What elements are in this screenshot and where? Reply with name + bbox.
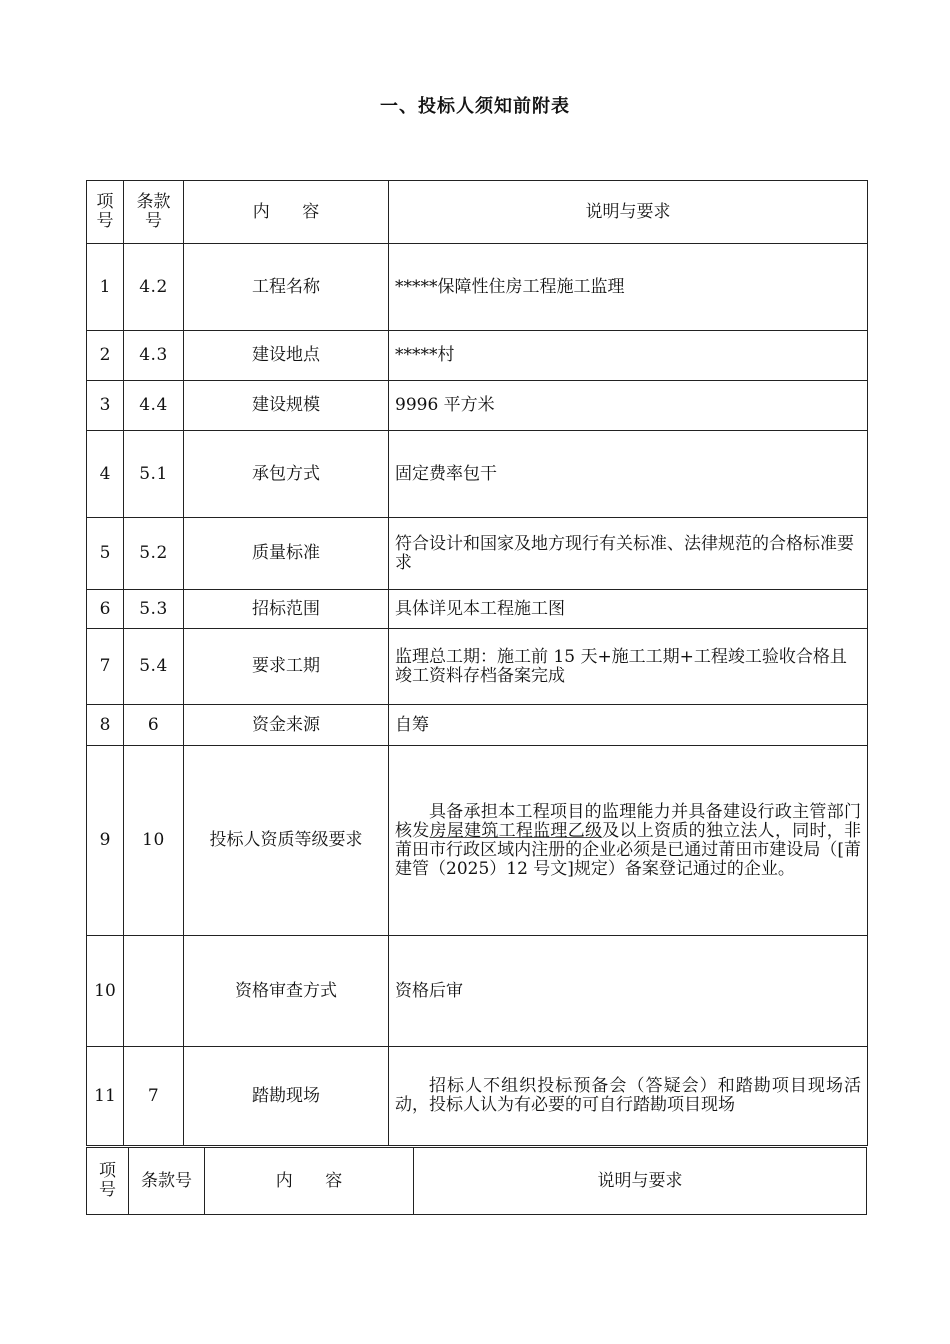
row-item: 资格审查方式: [184, 936, 389, 1047]
row-description: 符合设计和国家及地方现行有关标准、法律规范的合格标准要求: [389, 518, 868, 590]
qualification-text-part2: 及以上资质的独立法人，同时，非莆田市行政区域内注册的企业必须是已通过莆田市建设局（[莆建管（2025）12 号文]规定）备案登记通过的企业。: [395, 820, 862, 879]
row-number: 7: [87, 629, 124, 705]
row-number: 6: [87, 590, 124, 629]
row-number: 5: [87, 518, 124, 590]
row-clause: 6: [124, 705, 184, 746]
row-clause: 4.4: [124, 381, 184, 431]
table-header-row: [87, 181, 868, 244]
row-item: 工程名称: [184, 244, 389, 331]
header-clause-no: 条款 号: [124, 181, 184, 244]
row-clause: 5.4: [124, 629, 184, 705]
table-row: [87, 518, 868, 590]
header-description: 说明与要求: [389, 181, 868, 244]
row-description: 具体详见本工程施工图: [389, 590, 868, 629]
row-clause: 10: [124, 746, 184, 936]
header-item-no: 项 号: [87, 181, 124, 244]
row-item: 建设地点: [184, 331, 389, 381]
row-number: 11: [87, 1047, 124, 1146]
table-header-row: [87, 1148, 867, 1215]
row-clause: [124, 936, 184, 1047]
row-clause: 5.1: [124, 431, 184, 518]
table-row: [87, 746, 868, 936]
table-row: [87, 629, 868, 705]
page-title: 一、投标人须知前附表: [380, 96, 570, 117]
row-item: 建设规模: [184, 381, 389, 431]
row-number: 3: [87, 381, 124, 431]
header-content: 内 容: [184, 181, 389, 244]
table-row: [87, 431, 868, 518]
header-description: 说明与要求: [414, 1148, 867, 1215]
row-item: 要求工期: [184, 629, 389, 705]
table-row: [87, 936, 868, 1047]
header-content: 内 容: [205, 1148, 414, 1215]
table-row: [87, 331, 868, 381]
row-clause: 7: [124, 1047, 184, 1146]
table-row: [87, 381, 868, 431]
row-description: 固定费率包干: [389, 431, 868, 518]
row-item: 投标人资质等级要求: [184, 746, 389, 936]
row-clause: 5.3: [124, 590, 184, 629]
row-item: 招标范围: [184, 590, 389, 629]
row-item: 踏勘现场: [184, 1047, 389, 1146]
row-description: [389, 746, 868, 936]
row-number: 8: [87, 705, 124, 746]
header-clause-no: 条款号: [129, 1148, 205, 1215]
bid-info-table: [86, 180, 868, 1146]
table-row: [87, 1047, 868, 1146]
row-item: 质量标准: [184, 518, 389, 590]
row-description: 资格后审: [389, 936, 868, 1047]
row-description: 监理总工期：施工前 15 天+施工工期+工程竣工验收合格且竣工资料存档备案完成: [389, 629, 868, 705]
row-clause: 4.2: [124, 244, 184, 331]
row-number: 4: [87, 431, 124, 518]
row-number: 9: [87, 746, 124, 936]
row-number: 10: [87, 936, 124, 1047]
qualification-level-underlined: 房屋建筑工程监理乙级: [429, 820, 603, 841]
table-row: [87, 244, 868, 331]
row-number: 1: [87, 244, 124, 331]
row-clause: 5.2: [124, 518, 184, 590]
table-row: [87, 590, 868, 629]
row-item: 资金来源: [184, 705, 389, 746]
continued-table-header: [86, 1147, 867, 1215]
row-item: 承包方式: [184, 431, 389, 518]
row-description: 自筹: [389, 705, 868, 746]
row-clause: 4.3: [124, 331, 184, 381]
header-item-no: 项 号: [87, 1148, 129, 1215]
row-number: 2: [87, 331, 124, 381]
row-description: *****村: [389, 331, 868, 381]
qualification-text-part1: 具备承担本工程项目的监理能力并具备建设行政主管部门核发: [395, 801, 861, 841]
row-description: 招标人不组织投标预备会（答疑会）和踏勘项目现场活动，投标人认为有必要的可自行踏勘项目现场: [389, 1047, 868, 1146]
table-row: [87, 705, 868, 746]
row-description: 9996 平方米: [389, 381, 868, 431]
row-description: *****保障性住房工程施工监理: [389, 244, 868, 331]
